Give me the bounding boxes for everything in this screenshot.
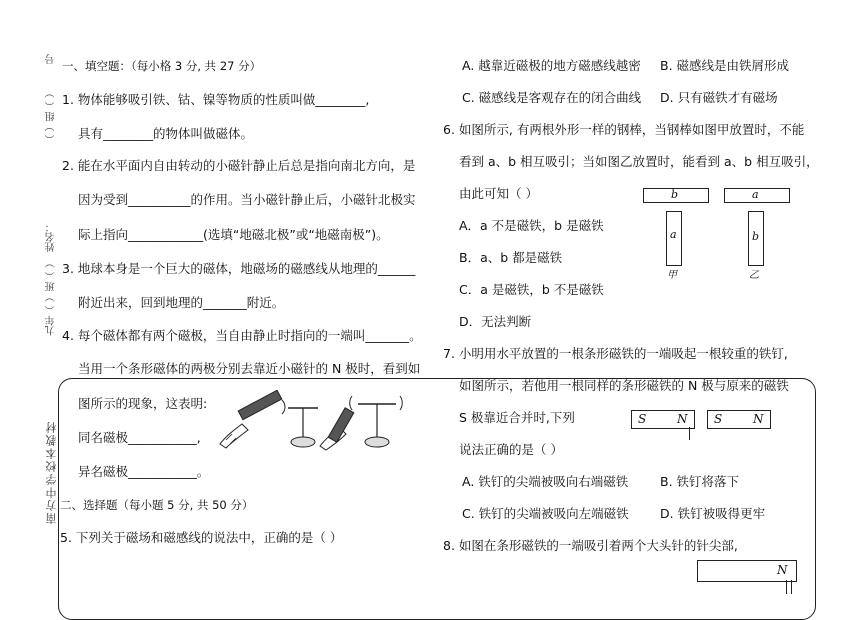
question-7-option-c: C. 铁钉的尖端被吸向左端磁铁 bbox=[462, 506, 629, 521]
question-8-stem: 8. 如图在条形磁铁的一端吸引着两个大头针的针尖部, bbox=[443, 538, 738, 553]
fig7-label-s2: S bbox=[714, 412, 723, 426]
side-label-grade: 九年（ ） bbox=[46, 292, 57, 336]
question-4-line-3: 图所示的现象，这表明: bbox=[78, 396, 208, 411]
question-6-line-1: 6. 如图所示, 有两根外形一样的钢棒，当钢棒如图甲放置时，不能 bbox=[443, 122, 805, 137]
question-6-option-d: D．无法判断 bbox=[459, 314, 532, 329]
question-6-line-2: 看到 a、b 相互吸引；当如图乙放置时，能看到 a、b 相互吸引， bbox=[459, 154, 819, 169]
fig7-label-n1: N bbox=[677, 412, 688, 426]
fig8-label-n: N bbox=[777, 563, 788, 577]
side-label-number: 号 bbox=[46, 54, 57, 64]
question-2-line-2: 因为受到__________的作用。当小磁针静止后，小磁针北极实 bbox=[78, 192, 416, 207]
fig6-label-yi: 乙 bbox=[749, 270, 759, 281]
question-6-option-b: B．a、b 都是磁铁 bbox=[459, 250, 563, 265]
question-4-line-2: 当用一个条形磁体的两极分别去靠近小磁针的 N 极时，看到如 bbox=[78, 361, 421, 376]
question-4-unlike-poles: 异名磁极___________。 bbox=[78, 464, 210, 479]
side-label-name: 姓名： bbox=[46, 222, 57, 252]
question-4-like-poles: 同名磁极___________, bbox=[78, 430, 201, 445]
question-7-option-d: D. 铁钉被吸得更牢 bbox=[660, 506, 766, 521]
compass-stand-icon bbox=[282, 400, 318, 447]
side-label-group: （ ）组（ ） bbox=[46, 88, 57, 145]
question-5-option-d: D. 只有磁铁才有磁场 bbox=[660, 90, 778, 105]
magnet-compass-illustration bbox=[212, 390, 424, 452]
question-5-option-c: C. 磁感线是客观存在的闭合曲线 bbox=[462, 90, 642, 105]
fig6-label-a: a bbox=[670, 228, 677, 241]
fig6-label-jia: 甲 bbox=[667, 270, 677, 281]
question-6-option-c: C．a 是磁铁，b 不是磁铁 bbox=[459, 282, 604, 297]
question-7-option-a: A. 铁钉的尖端被吸向右端磁铁 bbox=[462, 474, 629, 489]
fig7-label-s1: S bbox=[638, 412, 647, 426]
question-1-line-2: 具有________的物体叫做磁体。 bbox=[78, 126, 254, 141]
question-7-line-2: 如图所示，若他用一根同样的条形磁铁的 N 极与原来的磁铁 bbox=[459, 378, 789, 393]
question-7-option-b: B. 铁钉将落下 bbox=[660, 474, 740, 489]
side-label-school: 南方中学校本教材 bbox=[45, 420, 58, 524]
question-5-option-b: B. 磁感线是由铁屑形成 bbox=[660, 58, 790, 73]
fig8-pin-1 bbox=[786, 580, 787, 594]
section-multiple-choice-title: 二、选择题（每小题 5 分, 共 50 分） bbox=[60, 498, 254, 512]
compass-stand-icon-2 bbox=[350, 396, 403, 447]
question-2-line-1: 2. 能在水平面内自由转动的小磁针静止后总是指向南北方向，是 bbox=[62, 158, 416, 173]
fig6-label-a2: a bbox=[752, 188, 759, 201]
question-7-line-4: 说法正确的是（ ） bbox=[459, 442, 563, 457]
section-fill-blank-title: 一、填空题：（每小格 3 分, 共 27 分） bbox=[62, 59, 262, 73]
question-2-line-3: 际上指向____________(选填“地磁北极”或“地磁南极”)。 bbox=[78, 227, 389, 242]
hand-holding-magnet-icon bbox=[220, 390, 282, 448]
fig7-nail bbox=[689, 427, 690, 440]
question-5-stem: 5. 下列关于磁场和磁感线的说法中，正确的是（ ） bbox=[60, 530, 343, 545]
question-5-option-a: A. 越靠近磁极的地方磁感线越密 bbox=[462, 58, 641, 73]
question-6-option-a: A．a 不是磁铁，b 是磁铁 bbox=[459, 218, 604, 233]
question-7-line-3: S 极靠近合并时,下列 bbox=[459, 410, 575, 425]
fig8-pin-2 bbox=[791, 580, 792, 594]
hand-holding-magnet-icon-2 bbox=[320, 408, 354, 450]
fig6-label-b2: b bbox=[752, 230, 760, 243]
question-3-line-1: 3. 地球本身是一个巨大的磁体，地磁场的磁感线从地理的______ bbox=[62, 261, 416, 276]
fig7-label-n2: N bbox=[753, 412, 764, 426]
question-3-line-2: 附近出来，回到地理的_______附近。 bbox=[78, 295, 285, 310]
question-7-line-1: 7. 小明用水平放置的一根条形磁铁的一端吸起一根较重的铁钉, bbox=[443, 346, 788, 361]
side-label-class: 班（ ） bbox=[46, 258, 57, 292]
question-4-line-1: 4. 每个磁体都有两个磁极，当自由静止时指向的一端叫_______。 bbox=[62, 328, 422, 343]
question-1-line-1: 1. 物体能够吸引铁、钴、镍等物质的性质叫做________, bbox=[62, 92, 370, 107]
fig6-label-b: b bbox=[671, 188, 679, 201]
question-6-line-3: 由此可知（ ） bbox=[459, 186, 538, 201]
